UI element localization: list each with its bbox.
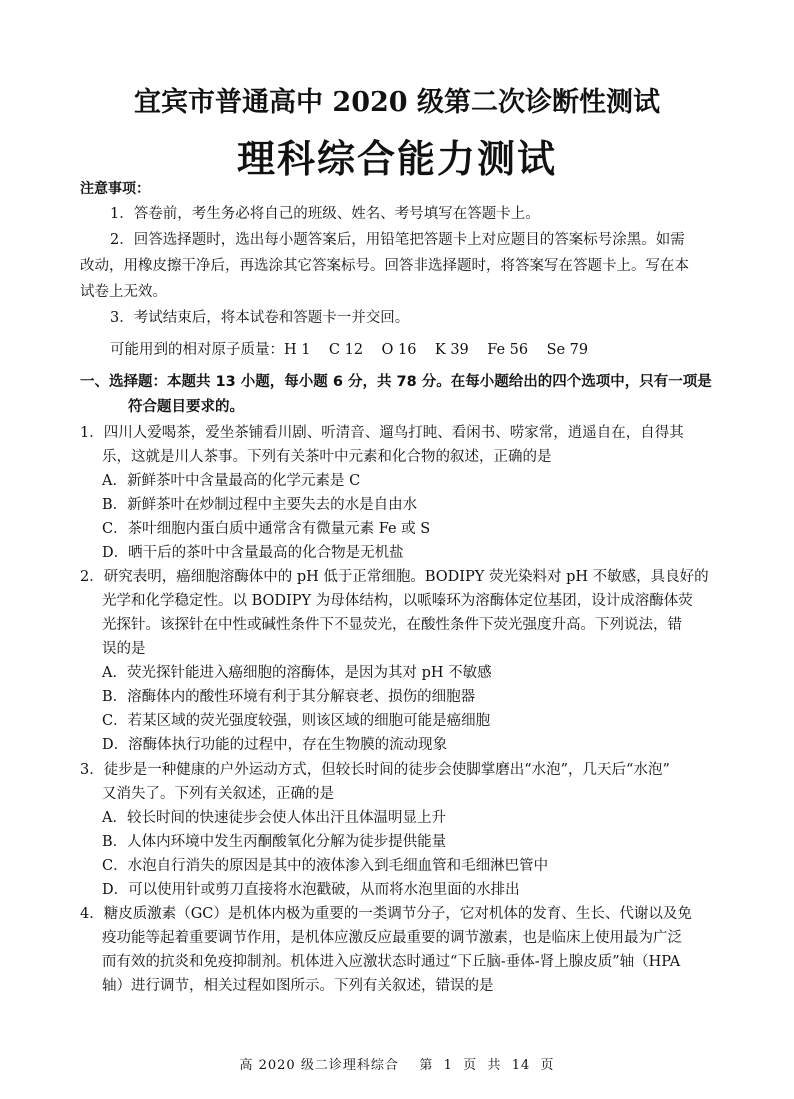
notice-item-2-line-1: 2．回答选择题时，选出每小题答案后，用铅笔把答题卡上对应题目的答案标号涂黑。如需: [110, 232, 685, 248]
page-footer: 高 2020 级二诊理科综合 第 1 页 共 14 页: [239, 1058, 555, 1073]
notice-item-2-line-3: 试卷上无效。: [80, 284, 167, 300]
question-4-line-1: 4．糖皮质激素（GC）是机体内极为重要的一类调节分子，它对机体的发育、生长、代谢以及免: [80, 906, 692, 922]
notice-item-2-line-2: 改动，用橡皮擦干净后，再选涂其它答案标号。回答非选择题时，将答案写在答题卡上。写在本: [80, 258, 689, 274]
question-2-option-c: C．若某区域的荧光强度较强，则该区域的细胞可能是癌细胞: [102, 713, 491, 729]
question-1-option-a: A．新鲜茶叶中含量最高的化学元素是 C: [102, 473, 361, 489]
notice-item-1: 1．答卷前，考生务必将自己的班级、姓名、考号填写在答题卡上。: [110, 206, 540, 222]
question-3-option-a: A．较长时间的快速徒步会使人体出汗且体温明显上升: [102, 810, 446, 826]
question-2-line-1: 2．研究表明，癌细胞溶酶体中的 pH 低于正常细胞。BODIPY 荧光染料对 pH 不敏感，具良好的: [80, 569, 709, 585]
notice-item-3: 3．考试结束后，将本试卷和答题卡一并交回。: [110, 310, 410, 326]
question-1-option-d: D．晒干后的茶叶中含量最高的化合物是无机盐: [102, 545, 404, 561]
atomic-masses: 可能用到的相对原子质量：H 1 C 12 O 16 K 39 Fe 56 Se 79: [110, 342, 589, 358]
notice-heading: 注意事项：: [80, 181, 150, 197]
question-4-line-2: 疫功能等起着重要调节作用，是机体应激反应最重要的调节激素，也是临床上使用最为广泛: [102, 930, 682, 946]
question-1-line-2: 乐，这就是川人茶事。下列有关茶叶中元素和化合物的叙述，正确的是: [102, 449, 552, 465]
question-3-option-b: B．人体内环境中发生丙酮酸氧化分解为徒步提供能量: [102, 834, 447, 850]
question-1-option-b: B．新鲜茶叶在炒制过程中主要失去的水是自由水: [102, 497, 418, 513]
question-3-option-c: C．水泡自行消失的原因是其中的液体渗入到毛细血管和毛细淋巴管中: [102, 858, 549, 874]
question-1-line-1: 1．四川人爱喝茶，爱坐茶铺看川剧、听清音、遛鸟打盹、看闲书、唠家常，逍遥自在，自得其: [80, 425, 684, 441]
question-2-line-4: 误的是: [102, 641, 146, 657]
exam-subject-title: 理科综合能力测试: [236, 136, 557, 181]
question-1-option-c: C．茶叶细胞内蛋白质中通常含有微量元素 Fe 或 S: [102, 521, 431, 537]
question-4-line-3: 而有效的抗炎和免疫抑制剂。机体进入应激状态时通过“下丘脑-垂体-肾上腺皮质”轴（HPA: [102, 954, 681, 970]
question-2-option-b: B．溶酶体内的酸性环境有利于其分解衰老、损伤的细胞器: [102, 689, 476, 705]
question-2-line-2: 光学和化学稳定性。以 BODIPY 为母体结构，以哌嗪环为溶酶体定位基团，设计成溶酶体荧: [102, 593, 693, 609]
question-2-option-a: A．荧光探针能进入癌细胞的溶酶体，是因为其对 pH 不敏感: [102, 665, 492, 681]
section-heading-line-1: 一、选择题：本题共 13 小题，每小题 6 分，共 78 分。在每小题给出的四个选项中，只有一项是: [80, 374, 712, 390]
section-heading-line-2: 符合题目要求的。: [128, 399, 244, 415]
question-2-option-d: D．溶酶体执行功能的过程中，存在生物膜的流动现象: [102, 737, 448, 753]
question-3-line-1: 3．徒步是一种健康的户外运动方式，但较长时间的徒步会使脚掌磨出“水泡”，几天后“水泡”: [80, 762, 670, 778]
question-3-option-d: D．可以使用针或剪刀直接将水泡戳破，从而将水泡里面的水排出: [102, 882, 520, 898]
question-3-line-2: 又消失了。下列有关叙述，正确的是: [102, 786, 334, 802]
exam-title: 宜宾市普通高中 2020 级第二次诊断性测试: [134, 87, 660, 118]
question-2-line-3: 光探针。该探针在中性或碱性条件下不显荧光，在酸性条件下荧光强度升高。下列说法，错: [102, 617, 682, 633]
question-4-line-4: 轴）进行调节，相关过程如图所示。下列有关叙述，错误的是: [102, 978, 494, 994]
